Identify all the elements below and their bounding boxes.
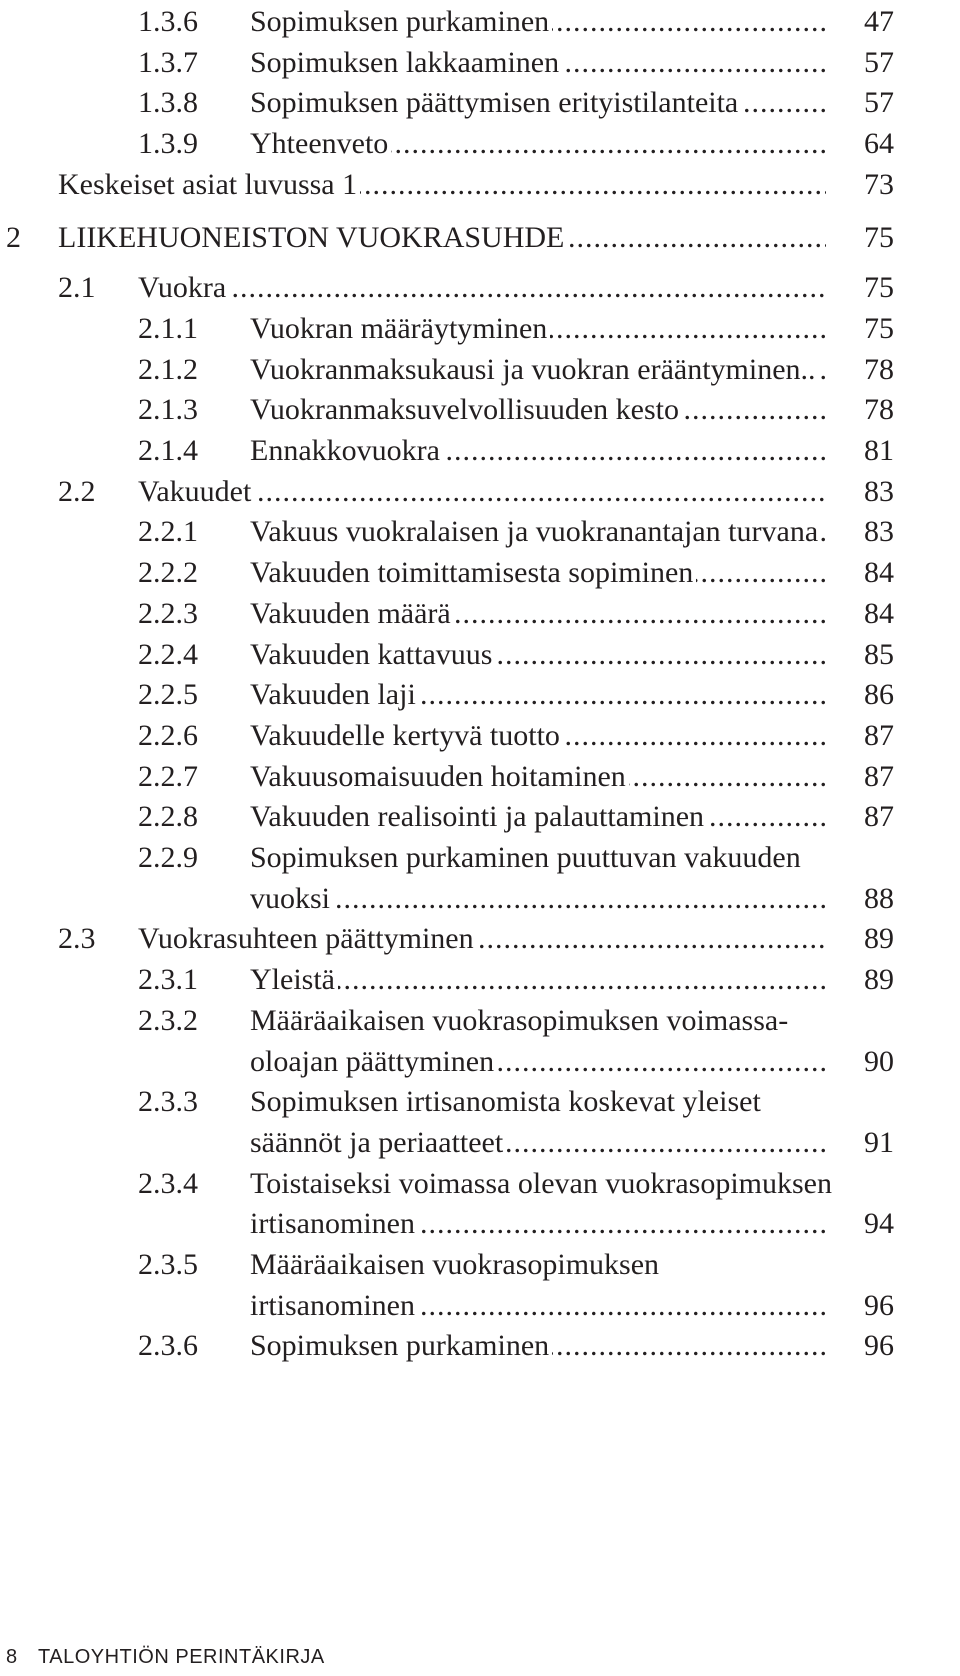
toc-entry-page: 57: [864, 86, 894, 120]
toc-entry-continuation: [0, 1286, 960, 1326]
toc-entry-title-text: Sopimuksen purkaminen: [250, 5, 552, 38]
toc-entry: [0, 165, 960, 205]
toc-entry-page: 84: [864, 596, 894, 630]
toc-entry-title-text: Vakuuden kattavuus: [250, 638, 495, 671]
toc-entry-title: Toistaiseksi voimassa olevan vuokrasopimuksen: [250, 1166, 832, 1200]
toc-entry-title: [250, 675, 826, 715]
toc-entry-number: 2.2.2: [138, 556, 198, 590]
toc-entry-number: 2.3.3: [138, 1085, 198, 1119]
toc-entry-continuation: [0, 1042, 960, 1082]
toc-entry-continuation: [0, 1204, 960, 1244]
toc-entry-title-text: säännöt ja periaatteet: [250, 1126, 506, 1159]
toc-entry-page: 57: [864, 45, 894, 79]
toc-entry-title-text: oloajan päättyminen: [250, 1045, 497, 1078]
toc-entry-title: [250, 512, 826, 552]
toc-entry-number: 1.3.8: [138, 86, 198, 120]
toc-entry-title-text: Ennakkovuokra: [250, 434, 443, 467]
footer-page-number: 8: [6, 1646, 18, 1668]
toc-entry-number: 2.3.4: [138, 1166, 198, 1200]
toc-entry-page: 84: [864, 556, 894, 590]
toc-entry-title-text: LIIKEHUONEISTON VUOKRASUHDE: [58, 221, 567, 254]
toc-entry: [0, 268, 960, 308]
toc-entry-page: 94: [864, 1207, 894, 1241]
toc-entry: [0, 431, 960, 471]
toc-entry-title-text: Vakuuden määrä: [250, 597, 454, 630]
toc-entry-page: 78: [864, 393, 894, 427]
toc-entry-number: 2.2.3: [138, 596, 198, 630]
toc-entry-title: [138, 268, 826, 308]
footer-book-title: TALOYHTIÖN PERINTÄKIRJA: [38, 1646, 325, 1668]
toc-entry: [0, 218, 960, 258]
toc-entry-page: 85: [864, 637, 894, 671]
toc-entry: [0, 390, 960, 430]
toc-entry-title: [250, 960, 826, 1000]
toc-entry-title-text: Vuokrasuhteen päättyminen: [138, 922, 477, 955]
toc-entry-number: 1.3.6: [138, 5, 198, 38]
toc-entry-number: 2.1.4: [138, 434, 198, 467]
toc-entry-page: 87: [864, 800, 894, 834]
toc-entry-number: 2.2.4: [138, 637, 198, 671]
toc-entry-title: [58, 218, 826, 258]
toc-entry-title-text: Vakuudet: [138, 475, 254, 508]
toc-entry-page: 96: [864, 1329, 894, 1363]
toc-entry-number: 2.1.3: [138, 393, 198, 427]
toc-entry: [0, 1326, 960, 1366]
toc-entry-title-text: Vakuuden toimittamisesta sopiminen: [250, 556, 696, 589]
toc-entry: [0, 635, 960, 675]
toc-entry-page: 91: [864, 1125, 894, 1159]
toc-entry-title: [250, 757, 826, 797]
toc-entry-number: 2.3.5: [138, 1248, 198, 1281]
toc-entry-number: 1.3.9: [138, 127, 198, 161]
toc-entry-title-text: Vakuudelle kertyvä tuotto: [250, 719, 563, 752]
toc-entry-title: [250, 350, 826, 390]
toc-entry: [0, 838, 960, 878]
toc-entry-page: 87: [864, 759, 894, 793]
toc-entry-number: 2.2.6: [138, 718, 198, 752]
toc-entry-title-text: Vakuuden realisointi ja palauttaminen: [250, 800, 707, 833]
toc-entry: [0, 919, 960, 959]
toc-entry: [0, 124, 960, 164]
toc-entry-page: 64: [864, 127, 894, 161]
toc-entry-number: 2: [6, 220, 21, 254]
toc-entry-page: 75: [864, 311, 894, 345]
toc-entry-title-text: Keskeiset asiat luvussa 1: [58, 168, 360, 201]
toc-entry: [0, 43, 960, 83]
toc-entry-page: 88: [864, 881, 894, 915]
toc-entry: [0, 960, 960, 1000]
toc-entry-title-line2: [250, 1042, 826, 1082]
page-footer: [0, 1640, 960, 1676]
toc-entry-title-text: Vuokranmaksukausi ja vuokran erääntyminen..: [250, 353, 819, 386]
toc-entry-number: 2.2.5: [138, 678, 198, 712]
toc-entry-title: [250, 124, 826, 164]
toc-entry: [0, 2, 960, 42]
toc-entry: [0, 1001, 960, 1041]
toc-entry-number: 2.3: [58, 922, 96, 956]
toc-entry-title: [250, 553, 826, 593]
toc-entry-page: 81: [864, 434, 894, 467]
toc-entry-title-text: Sopimuksen lakkaaminen: [250, 46, 562, 79]
toc-entry-title-line2: [250, 879, 826, 919]
toc-entry-title-text: Vuokra: [138, 271, 229, 304]
toc-entry-title: [250, 797, 826, 837]
toc-entry: [0, 675, 960, 715]
toc-entry-title: [250, 83, 826, 123]
toc-entry: [0, 512, 960, 552]
toc-entry-title-text: Yleistä: [250, 963, 338, 996]
toc-entry-number: 1.3.7: [138, 45, 198, 79]
toc-entry-title: [138, 919, 826, 959]
toc-entry-title: [250, 390, 826, 430]
toc-entry-page: 78: [864, 352, 894, 386]
toc-entry-title-text: Vuokran määräytyminen: [250, 312, 550, 345]
toc-entry-page: 89: [864, 963, 894, 997]
toc-entry-title: [138, 472, 826, 512]
toc-entry-page: 86: [864, 678, 894, 712]
toc-entry-title: [250, 43, 826, 83]
toc-entry-number: 2.1.2: [138, 352, 198, 386]
toc-entry-title-text: Sopimuksen purkaminen: [250, 1329, 552, 1362]
toc-entry-page: 90: [864, 1044, 894, 1078]
toc-entry-title-text: Vakuuden laji: [250, 678, 419, 711]
toc-entry: [0, 472, 960, 512]
toc-entry: [0, 309, 960, 349]
toc-entry-title-text: vuoksi: [250, 882, 333, 915]
toc-entry-number: 2.2.1: [138, 515, 198, 549]
toc-entry-title-text: Sopimuksen päättymisen erityistilanteita: [250, 86, 741, 119]
toc-entry-title: [250, 1326, 826, 1366]
toc-entry-title-text: Vakuus vuokralaisen ja vuokranantajan turvana: [250, 515, 821, 548]
toc-entry-title: [250, 309, 826, 349]
toc-entry-page: 47: [864, 5, 894, 38]
toc-entry-title-line2: [250, 1204, 826, 1244]
toc-entry-title: Sopimuksen irtisanomista koskevat yleiset: [250, 1085, 761, 1119]
toc-entry-number: 2.3.1: [138, 963, 198, 997]
toc-entry-title: [250, 716, 826, 756]
toc-entry-title-text: Vuokranmaksuvelvollisuuden kesto: [250, 393, 682, 426]
toc-entry-title: Määräaikaisen vuokrasopimuksen: [250, 1248, 660, 1281]
toc-entry-title: [58, 165, 826, 205]
toc-entry-number: 2.3.2: [138, 1003, 198, 1037]
toc-entry-number: 2.2.8: [138, 800, 198, 834]
toc-entry-title: [250, 635, 826, 675]
toc-entry-title-line2: [250, 1286, 826, 1326]
toc-entry-continuation: [0, 1123, 960, 1163]
toc-entry-title-text: irtisanominen: [250, 1207, 418, 1240]
toc-entry-page: 75: [864, 220, 894, 254]
toc-entry-number: 2.1.1: [138, 311, 198, 345]
toc-entry-title-text: irtisanominen: [250, 1289, 418, 1322]
toc-entry-title: [250, 431, 826, 471]
toc-entry-title: [250, 594, 826, 634]
toc-entry: [0, 1164, 960, 1204]
toc-entry: [0, 594, 960, 634]
toc-entry: [0, 716, 960, 756]
toc-entry-number: 2.2.7: [138, 759, 198, 793]
toc-entry-page: 96: [864, 1288, 894, 1322]
toc-entry: [0, 797, 960, 837]
toc-entry: [0, 350, 960, 390]
toc-entry-number: 2.3.6: [138, 1329, 198, 1363]
toc-entry-number: 2.2.9: [138, 841, 198, 874]
toc-entry-page: 83: [864, 474, 894, 508]
toc-entry-title-text: Yhteenveto: [250, 127, 391, 160]
toc-entry-title-text: Vakuusomaisuuden hoitaminen: [250, 760, 629, 793]
toc-entry-page: 75: [864, 271, 894, 305]
toc-entry-continuation: [0, 879, 960, 919]
toc-entry: [0, 83, 960, 123]
toc-entry-title: [250, 2, 826, 42]
toc-entry-title: Sopimuksen purkaminen puuttuvan vakuuden: [250, 841, 801, 874]
toc-entry-page: 73: [864, 167, 894, 201]
toc-entry-page: 83: [864, 515, 894, 549]
toc-entry-page: 87: [864, 718, 894, 752]
toc-entry-number: 2.2: [58, 474, 96, 508]
toc-entry: [0, 757, 960, 797]
toc-entry-title: Määräaikaisen vuokrasopimuksen voimassa-: [250, 1003, 789, 1037]
toc-entry: [0, 1082, 960, 1122]
toc-entry-title-line2: [250, 1123, 826, 1163]
toc-entry: [0, 1245, 960, 1285]
toc-entry-page: 89: [864, 922, 894, 956]
toc-entry: [0, 553, 960, 593]
toc-entry-number: 2.1: [58, 271, 96, 305]
